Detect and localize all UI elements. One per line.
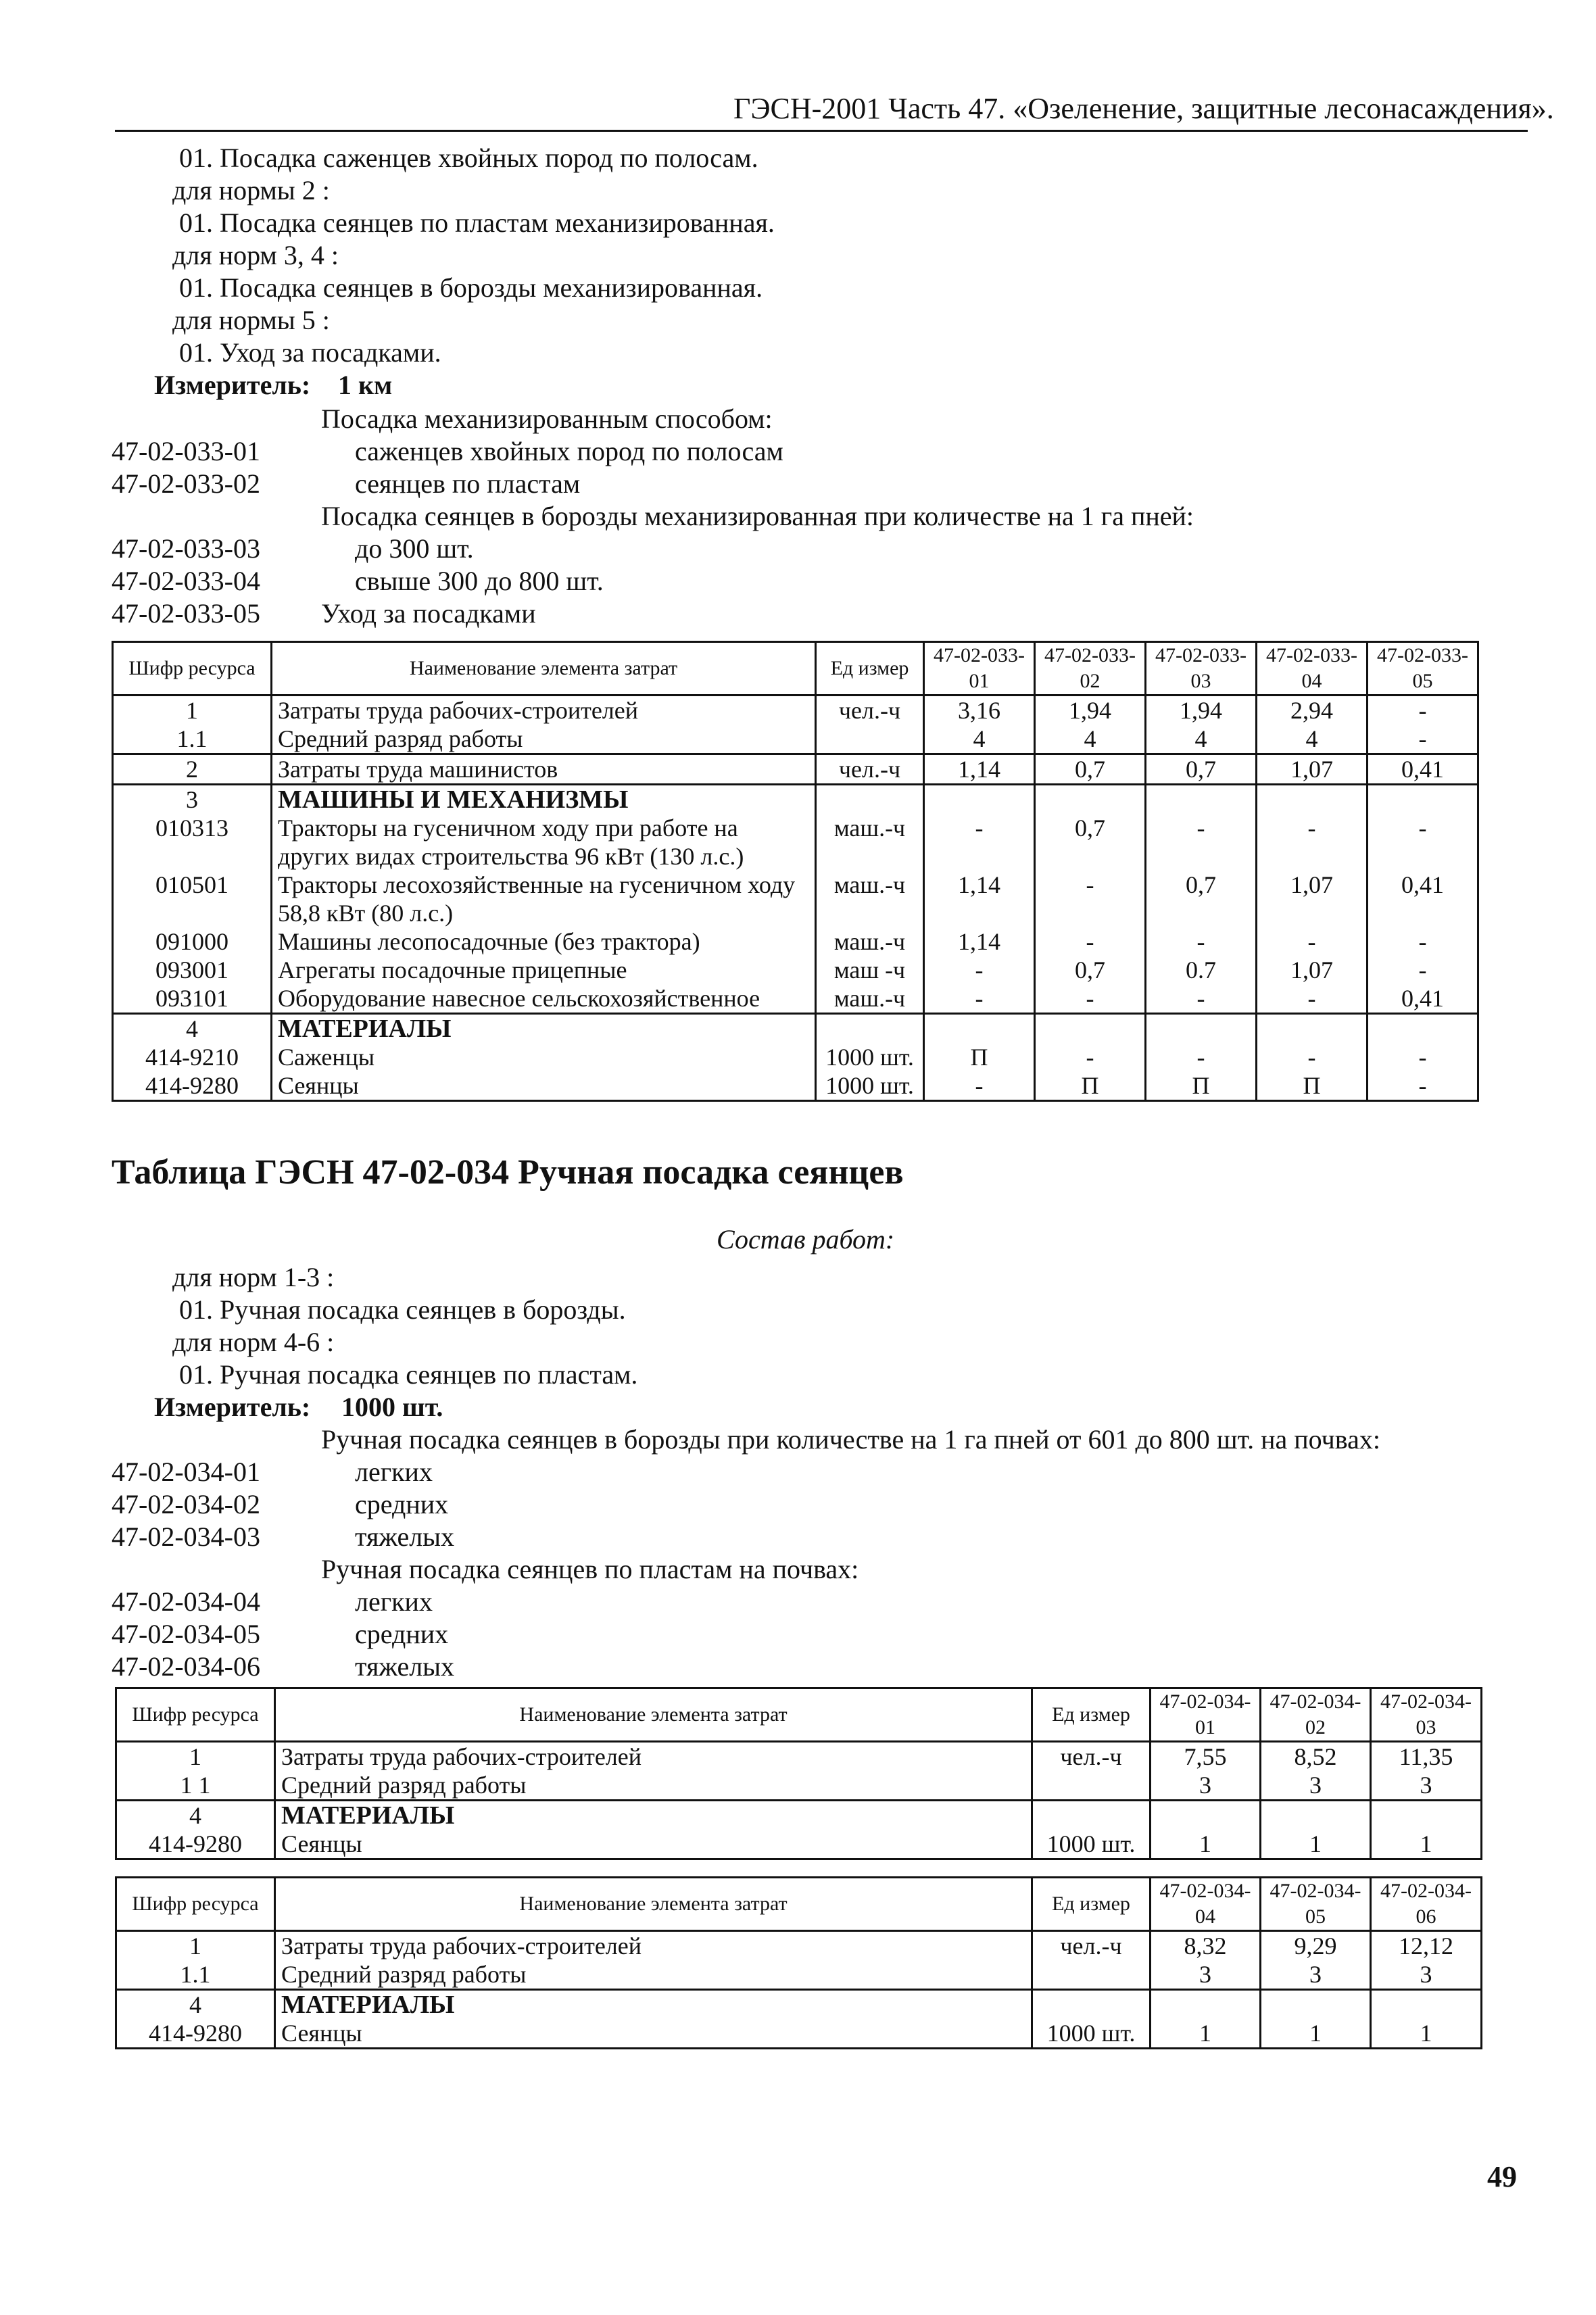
running-header: ГЭСН-2001 Часть 47. «Озеленение, защитные лесонасаждения».	[733, 92, 1554, 125]
table-row	[113, 1043, 1478, 1071]
cell-value: -	[1368, 956, 1478, 984]
col-header-code: Шифр ресурса	[116, 1878, 275, 1931]
cell-name: Сеянцы	[275, 1830, 1032, 1859]
cell-value	[1151, 1801, 1261, 1830]
group-heading: Ручная посадка сеянцев в борозды при количестве на 1 га пней от 601 до 800 шт. на почвах:	[321, 1424, 1380, 1455]
cell-unit: 1000 шт.	[1032, 1830, 1151, 1859]
work-line-2: 01. Ручная посадка сеянцев в борозды.	[179, 1294, 626, 1325]
cell-value: 1	[1151, 1830, 1261, 1859]
col-header-norm: 47-02-034-06	[1371, 1878, 1482, 1931]
cell-code: 091000	[113, 927, 272, 956]
cell-value	[1035, 785, 1146, 814]
table-row	[113, 1071, 1478, 1101]
cell-value: 1,14	[924, 927, 1035, 956]
work-line-4: 01. Ручная посадка сеянцев по пластам.	[179, 1359, 638, 1390]
cell-name: Затраты труда рабочих-строителей	[275, 1742, 1032, 1772]
norm-item: средних	[355, 1489, 449, 1519]
section-title: МАТЕРИАЛЫ	[275, 1801, 1032, 1830]
cell-value: -	[1257, 984, 1368, 1014]
cell-value: П	[924, 1043, 1035, 1071]
cell-code: 414-9280	[116, 1830, 275, 1859]
cell-unit	[1032, 1960, 1151, 1990]
cell-value: -	[1368, 725, 1478, 754]
cell-value	[1146, 1014, 1257, 1044]
table-row	[116, 1742, 1482, 1772]
table-row	[113, 754, 1478, 785]
cell-value	[1368, 1014, 1478, 1044]
cell-value: 0,7	[1146, 871, 1257, 927]
cell-value: 12,12	[1371, 1931, 1482, 1961]
table-row	[116, 1931, 1482, 1961]
cell-value	[1371, 1990, 1482, 2020]
cell-value: 1	[1371, 1830, 1482, 1859]
cell-value: -	[1368, 814, 1478, 871]
section-title: МАТЕРИАЛЫ	[275, 1990, 1032, 2020]
cell-unit: чел.-ч	[1032, 1742, 1151, 1772]
col-header-norm: 47-02-033-01	[924, 642, 1035, 696]
cell-unit: чел.-ч	[816, 696, 924, 725]
cell-value: 3	[1151, 1960, 1261, 1990]
norm-code: 47-02-034-05	[112, 1619, 260, 1649]
cell-value: -	[924, 956, 1035, 984]
cell-value: -	[1146, 927, 1257, 956]
cell-name: Затраты труда машинистов	[272, 754, 816, 785]
norm-code: 47-02-033-05	[112, 598, 260, 629]
cell-value: 4	[924, 725, 1035, 754]
cell-value: 0,41	[1368, 754, 1478, 785]
cell-unit: 1000 шт.	[816, 1043, 924, 1071]
page-number: 49	[1487, 2160, 1517, 2193]
norm-item: легких	[355, 1586, 433, 1617]
cell-value	[1257, 1014, 1368, 1044]
cell-value: -	[1035, 871, 1146, 927]
cell-value: 0.7	[1146, 956, 1257, 984]
col-header-norm: 47-02-034-05	[1261, 1878, 1371, 1931]
table-row	[113, 871, 1478, 927]
norm-item: саженцев хвойных пород по полосам	[355, 436, 783, 466]
cell-value: 1	[1261, 2019, 1371, 2049]
measure-label: Измеритель:	[154, 1392, 311, 1422]
cell-code: 1	[116, 1742, 275, 1772]
cell-name: Сеянцы	[275, 2019, 1032, 2049]
table-row	[113, 814, 1478, 871]
work-line-5: 01. Посадка сеянцев в борозды механизированная.	[179, 272, 763, 303]
cell-value: -	[924, 984, 1035, 1014]
cell-value: 0,7	[1146, 754, 1257, 785]
norm-item: сеянцев по пластам	[355, 468, 581, 499]
measure-value: 1000 шт.	[341, 1392, 443, 1422]
norm-code: 47-02-034-04	[112, 1586, 260, 1617]
cell-value: 1,07	[1257, 871, 1368, 927]
cell-value: 8,52	[1261, 1742, 1371, 1772]
table-row	[113, 725, 1478, 754]
cell-unit	[816, 1014, 924, 1044]
cell-unit: чел.-ч	[816, 754, 924, 785]
cell-unit	[816, 785, 924, 814]
work-line-7: 01. Уход за посадками.	[179, 337, 441, 368]
cell-value: 1,94	[1035, 696, 1146, 725]
col-header-norm: 47-02-033-05	[1368, 642, 1478, 696]
cell-unit: маш.-ч	[816, 814, 924, 871]
table-header-row	[116, 1688, 1482, 1742]
col-header-norm: 47-02-033-03	[1146, 642, 1257, 696]
cell-name: Тракторы на гусеничном ходу при работе на других видах строительства 96 кВт (130 л.с.)	[272, 814, 816, 871]
col-header-code: Шифр ресурса	[113, 642, 272, 696]
cell-name: Средний разряд работы	[275, 1771, 1032, 1801]
cell-value: 1	[1151, 2019, 1261, 2049]
cell-unit	[1032, 1771, 1151, 1801]
work-line-2: для нормы 2 :	[172, 175, 330, 205]
cell-unit: маш -ч	[816, 956, 924, 984]
cell-value: -	[1257, 814, 1368, 871]
cell-name: Машины лесопосадочные (без трактора)	[272, 927, 816, 956]
col-header-unit: Ед измер	[1032, 1878, 1151, 1931]
cell-value: 4	[1035, 725, 1146, 754]
cell-unit: чел.-ч	[1032, 1931, 1151, 1961]
cell-value: -	[1035, 1043, 1146, 1071]
cell-value: 9,29	[1261, 1931, 1371, 1961]
cell-value: -	[1368, 1043, 1478, 1071]
norm-item: тяжелых	[355, 1651, 455, 1682]
resource-table-033	[112, 641, 1479, 1102]
group-heading: Посадка сеянцев в борозды механизированная при количестве на 1 га пней:	[321, 501, 1194, 531]
cell-value: 0,7	[1035, 956, 1146, 984]
work-line-1: 01. Посадка саженцев хвойных пород по полосам.	[179, 143, 758, 173]
cell-value: -	[1146, 1043, 1257, 1071]
cell-value: 1,07	[1257, 754, 1368, 785]
norm-item: Уход за посадками	[321, 598, 536, 629]
measure-label: Измеритель:	[154, 370, 311, 400]
cell-value	[1035, 1014, 1146, 1044]
table-row	[116, 1830, 1482, 1859]
work-composition-label: Состав работ:	[717, 1224, 895, 1254]
cell-value: -	[924, 1071, 1035, 1101]
norm-code: 47-02-033-02	[112, 468, 260, 499]
cell-value: 0,7	[1035, 754, 1146, 785]
cell-value: 3,16	[924, 696, 1035, 725]
cell-value: 8,32	[1151, 1931, 1261, 1961]
norm-code: 47-02-033-03	[112, 533, 260, 564]
cell-value	[924, 1014, 1035, 1044]
work-line-6: для нормы 5 :	[172, 305, 330, 335]
cell-unit: 1000 шт.	[816, 1071, 924, 1101]
table-row	[113, 696, 1478, 725]
cell-unit: маш.-ч	[816, 984, 924, 1014]
cell-value: -	[1146, 814, 1257, 871]
cell-code: 010501	[113, 871, 272, 927]
table-row	[116, 1960, 1482, 1990]
norm-item: тяжелых	[355, 1521, 455, 1552]
cell-value	[1146, 785, 1257, 814]
cell-value	[1257, 785, 1368, 814]
cell-name: Саженцы	[272, 1043, 816, 1071]
cell-value	[924, 785, 1035, 814]
cell-code: 1	[116, 1931, 275, 1961]
cell-code: 093001	[113, 956, 272, 984]
table-row	[116, 1771, 1482, 1801]
cell-value: 7,55	[1151, 1742, 1261, 1772]
section-row	[113, 1014, 1478, 1044]
cell-value: -	[1257, 1043, 1368, 1071]
cell-value: 1,14	[924, 871, 1035, 927]
cell-code: 1 1	[116, 1771, 275, 1801]
cell-value: 4	[1257, 725, 1368, 754]
cell-code: 093101	[113, 984, 272, 1014]
cell-value: 3	[1371, 1960, 1482, 1990]
cell-value	[1151, 1990, 1261, 2020]
cell-code: 414-9280	[113, 1071, 272, 1101]
cell-name: Агрегаты посадочные прицепные	[272, 956, 816, 984]
cell-unit	[1032, 1801, 1151, 1830]
cell-value	[1261, 1990, 1371, 2020]
cell-unit	[1032, 1990, 1151, 2020]
header-rule	[115, 130, 1528, 132]
norm-code: 47-02-034-01	[112, 1457, 260, 1487]
cell-name: Затраты труда рабочих-строителей	[272, 696, 816, 725]
cell-value: 3	[1151, 1771, 1261, 1801]
cell-code: 414-9280	[116, 2019, 275, 2049]
cell-value: 2,94	[1257, 696, 1368, 725]
cell-code: 3	[113, 785, 272, 814]
norm-code: 47-02-034-06	[112, 1651, 260, 1682]
cell-code: 4	[116, 1990, 275, 2020]
group-heading: Посадка механизированным способом:	[321, 404, 773, 434]
col-header-name: Наименование элемента затрат	[272, 642, 816, 696]
resource-table-034-a	[115, 1687, 1482, 1860]
cell-value: 1,07	[1257, 956, 1368, 984]
cell-value: 0,41	[1368, 871, 1478, 927]
cell-value: 1,94	[1146, 696, 1257, 725]
resource-table-034-b	[115, 1876, 1482, 2049]
cell-value: 3	[1371, 1771, 1482, 1801]
section-row	[116, 1990, 1482, 2020]
col-header-norm: 47-02-034-03	[1371, 1688, 1482, 1742]
cell-value: -	[1146, 984, 1257, 1014]
section-row	[116, 1801, 1482, 1830]
norm-code: 47-02-034-03	[112, 1521, 260, 1552]
cell-code: 414-9210	[113, 1043, 272, 1071]
work-line-3: для норм 4-6 :	[172, 1327, 335, 1357]
cell-code: 4	[116, 1801, 275, 1830]
cell-value: -	[1035, 984, 1146, 1014]
cell-name: Затраты труда рабочих-строителей	[275, 1931, 1032, 1961]
cell-code: 010313	[113, 814, 272, 871]
cell-name: Оборудование навесное сельскохозяйственное	[272, 984, 816, 1014]
cell-name: Средний разряд работы	[272, 725, 816, 754]
cell-unit: маш.-ч	[816, 871, 924, 927]
section-row	[113, 785, 1478, 814]
group-heading: Ручная посадка сеянцев по пластам на почвах:	[321, 1554, 859, 1584]
cell-name: Средний разряд работы	[275, 1960, 1032, 1990]
norm-code: 47-02-034-02	[112, 1489, 260, 1519]
cell-value: 3	[1261, 1960, 1371, 1990]
cell-name: Тракторы лесохозяйственные на гусеничном ходу 58,8 кВт (80 л.с.)	[272, 871, 816, 927]
cell-code: 1.1	[113, 725, 272, 754]
norm-item: средних	[355, 1619, 449, 1649]
norm-item: свыше 300 до 800 шт.	[355, 566, 604, 596]
cell-value: 11,35	[1371, 1742, 1482, 1772]
section-title: МАШИНЫ И МЕХАНИЗМЫ	[272, 785, 816, 814]
col-header-name: Наименование элемента затрат	[275, 1878, 1032, 1931]
cell-value: -	[1368, 1071, 1478, 1101]
col-header-norm: 47-02-034-02	[1261, 1688, 1371, 1742]
norm-item: легких	[355, 1457, 433, 1487]
cell-value: 3	[1261, 1771, 1371, 1801]
col-header-norm: 47-02-034-01	[1151, 1688, 1261, 1742]
cell-value: 1,14	[924, 754, 1035, 785]
norm-item: до 300 шт.	[355, 533, 474, 564]
table-row	[113, 984, 1478, 1014]
table-header-row	[113, 642, 1478, 696]
col-header-unit: Ед измер	[1032, 1688, 1151, 1742]
col-header-code: Шифр ресурса	[116, 1688, 275, 1742]
cell-code: 1.1	[116, 1960, 275, 1990]
cell-value: П	[1146, 1071, 1257, 1101]
cell-value: -	[924, 814, 1035, 871]
norm-code: 47-02-033-01	[112, 436, 260, 466]
measure-value: 1 км	[338, 370, 393, 400]
col-header-norm: 47-02-034-04	[1151, 1878, 1261, 1931]
cell-value: -	[1368, 696, 1478, 725]
cell-value	[1368, 785, 1478, 814]
cell-value: -	[1257, 927, 1368, 956]
cell-value: 1	[1261, 1830, 1371, 1859]
col-header-unit: Ед измер	[816, 642, 924, 696]
cell-value: 4	[1146, 725, 1257, 754]
cell-unit	[816, 725, 924, 754]
work-line-3: 01. Посадка сеянцев по пластам механизированная.	[179, 208, 775, 238]
cell-value: 0,41	[1368, 984, 1478, 1014]
table-row	[116, 2019, 1482, 2049]
table-row	[113, 956, 1478, 984]
cell-value	[1371, 1801, 1482, 1830]
cell-value: 1	[1371, 2019, 1482, 2049]
cell-value: -	[1368, 927, 1478, 956]
section-title: МАТЕРИАЛЫ	[272, 1014, 816, 1044]
norm-code: 47-02-033-04	[112, 566, 260, 596]
col-header-norm: 47-02-033-04	[1257, 642, 1368, 696]
cell-code: 1	[113, 696, 272, 725]
cell-unit: 1000 шт.	[1032, 2019, 1151, 2049]
work-line-4: для норм 3, 4 :	[172, 240, 339, 270]
section-title: Таблица ГЭСН 47-02-034 Ручная посадка сеянцев	[112, 1153, 904, 1192]
cell-value: -	[1035, 927, 1146, 956]
cell-value	[1261, 1801, 1371, 1830]
cell-name: Сеянцы	[272, 1071, 816, 1101]
work-line-1: для норм 1-3 :	[172, 1262, 335, 1292]
cell-value: П	[1257, 1071, 1368, 1101]
cell-code: 2	[113, 754, 272, 785]
table-header-row	[116, 1878, 1482, 1931]
table-row	[113, 927, 1478, 956]
cell-code: 4	[113, 1014, 272, 1044]
cell-unit: маш.-ч	[816, 927, 924, 956]
cell-value: П	[1035, 1071, 1146, 1101]
col-header-name: Наименование элемента затрат	[275, 1688, 1032, 1742]
col-header-norm: 47-02-033-02	[1035, 642, 1146, 696]
cell-value: 0,7	[1035, 814, 1146, 871]
